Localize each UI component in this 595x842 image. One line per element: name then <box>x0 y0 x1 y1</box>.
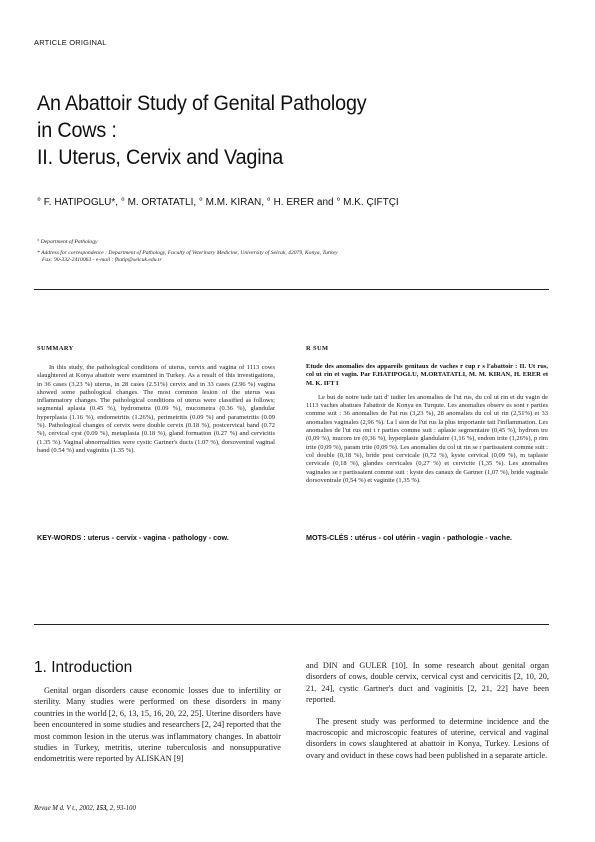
mots-cles: MOTS-CLÉS : utérus - col utérin - vagin - pathologie - vache. <box>306 533 513 542</box>
title-line-3: II. Uterus, Cervix and Vagina <box>37 145 284 169</box>
resume-text <box>306 394 548 485</box>
journal-citation <box>34 805 136 812</box>
journal-name: Revue M d. V t., <box>34 805 78 812</box>
affiliations <box>37 239 517 265</box>
resume-paragraph: Le but de notre tude tait d' tudier les anomalies de l'ut rus, du col ut rin et du vagin de 1113 vaches abattues l'abattoir de Konya en Turquie. Les anomalies observ es sont r parties comme suit : 36 anomalies de l'ut rus (3,23 %), 28 anomalies du col ut rin (2,51%) et 33 anomalies vaginales (2,96 %). La l sion de l'ut rus la plus importante tait l'inflammation. Les anomalies de l'ut rus ont t r parties comme suit : aplasie segmentaire (0,45 %), hydrom tre (0,09 %), mucom tre (0,36 %), hyperplasie glandulaire (1,16 %), endom trite (1,26%), p rim trite (0,09 %), param trite (0,09 %). Les anomalies du col ut rin se r partissaient comme suit : col double (0,18 %), bride post cervicale (0,72 %), kyste cervical (0,09 %), m taplasie cervicale (0,18 %), glandes cervicales (0,27 %) et cervicite (1,35 %). Les anomalies vaginales se r partissaient comme suit : kyste des canaux de Gartner (1,07 %), bride vaginale dorsoventrale (0,54 %) et vaginite (1,35 %). <box>306 393 548 484</box>
intro-left-column <box>34 685 281 775</box>
article-title <box>37 90 497 171</box>
summary-paragraph: In this study, the pathological conditions of uterus, cervix and vagina of 1113 cows slaughtered at Konya abattoir were examined in Turkey. As a result of this investigations, in 36 cases (3.23 %) uterus, in 28 cases (2.51%) cervix and in 33 cases (2.96 %) vagina showed some pathological changes. The most common lesion of the uterus was inflammatory changes. The pathological conditions of uterus were classified as follows; segmental aplasia (0.45 %), hydrometra (0.09 %), mucometra (0.36 %), glandular hyperplasia (1.16 %), endometritis (1.26%), perimetritis (0.09 %) and parametritis (0.09 %). Pathological changes of cervix were double cervix (0.18 %), postcervical band (0.72 %), cervical cyst (0.09 %), metaplasia (0.18 %), gland formation (0.27 %) and cervicitis (1.35 %). Vaginal abnormalities were cystic Gartner's ducts (1.07 %), dorsoventral vaginal band (0.54 %) and vaginitis (1.35 %). <box>37 364 275 454</box>
title-line-1: An Abattoir Study of Genital Pathology <box>37 91 367 115</box>
intro-right-column <box>306 660 549 771</box>
keywords: KEY-WORDS : uterus - cervix - vagina - pathology - cow. <box>37 533 229 542</box>
intro-paragraph-continued: and DIN and GULER [10]. In some research about genital organ disorders of cows, double cervix, cervical cyst and cervicitis [2, 10, 20, 21, 24], cystic Gartner's duct and vaginitis [2, 21, 22] have been reported. <box>306 661 549 705</box>
author-list: ° F. HATIPOGLU*, ° M. ORTATATLI, ° M.M. KIRAN, ° H. ERER and ° M.K. ÇIFTÇI <box>37 197 399 208</box>
introduction-heading: 1. Introduction <box>34 659 133 676</box>
header-divider <box>34 289 549 290</box>
summary-heading: SUMMARY <box>37 345 74 352</box>
department-note: ° Department of Pathology <box>37 239 98 245</box>
resume-heading: R SUM <box>306 345 329 352</box>
intro-paragraph-2: The present study was performed to determine incidence and the macroscopic and microscopic features of uterine, cervical and vaginal disorders in cows slaughtered at abattoir in Konya, Turkey. Lesions of ovary and oviduct in these cows had been published in a separate article. <box>306 716 549 760</box>
journal-volume: 153, <box>96 805 109 812</box>
journal-pages: 2, 93-100 <box>109 805 136 812</box>
intro-paragraph: Genital organ disorders cause economic losses due to infertility or sterility. Many studies were performed on these disorders in many countries in the world [2, 6, 13, 15, 16, 20, 22, 25]. Uterine disorders have been encountered in some studies and researchers [2, 24] reported that the most common lesion in the uterus was inflammatory changes. In abattoir studies in Turkey, metritis, uterine tuberculosis and nonsuppurative endometritis were reported by ALISKAN [9] <box>34 686 281 764</box>
contact-note: Fax: 90-332-2410063 - e-mail : fhatip@selcuk.edu.tr <box>42 257 162 264</box>
resume-block <box>306 363 548 485</box>
journal-year: 2002, <box>79 805 95 812</box>
section-tag: ARTICLE ORIGINAL <box>34 38 107 47</box>
abstract-divider <box>34 624 549 625</box>
title-line-2: in Cows : <box>37 118 117 142</box>
resume-title: Etude des anomalies des appareils genitaux de vaches r cup r s l'abattoir : II. Ut rus, col ut rin et vagin. Par F.HATIPOGLU, M.ORTATATLI, M. M. KIRAN, H. ERER et M. K. IFT I <box>306 363 548 387</box>
correspondence-note: * Address for correspondence : Department of Pathology, Faculty of Veterinary Medicine, University of Selcuk, 42079, Konya, Turkey <box>37 250 338 257</box>
summary-text <box>37 364 275 455</box>
